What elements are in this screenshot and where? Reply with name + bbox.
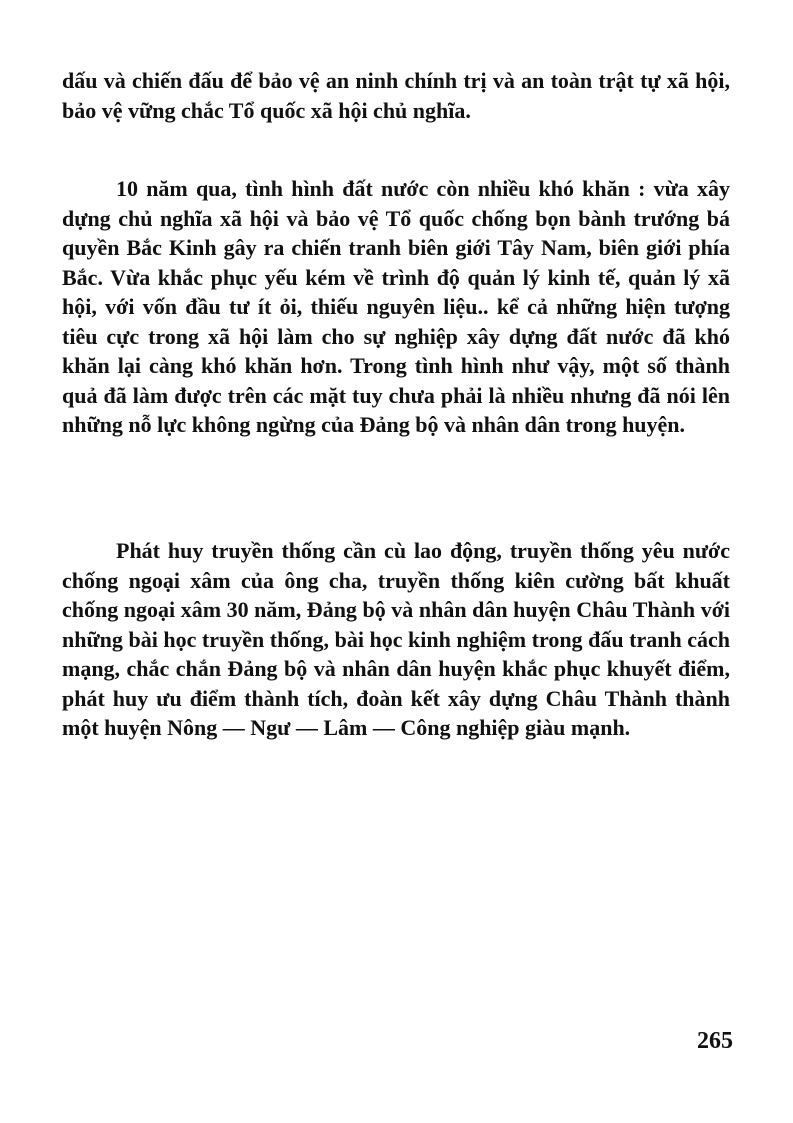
paragraph-text: dấu và chiến đấu để bảo vệ an ninh chính trị và an toàn trật tự xã hội, bảo vệ vững chắc Tổ quốc xã hội chủ nghĩa. xyxy=(62,68,730,123)
paragraph-tradition xyxy=(62,536,730,743)
paragraph-ten-years xyxy=(62,174,730,440)
paragraph-text: 10 năm qua, tình hình đất nước còn nhiều khó khăn : vừa xây dựng chủ nghĩa xã hội và bảo vệ Tổ quốc chống bọn bành trướng bá quyền Bắc Kinh gây ra chiến tranh biên giới Tây Nam, biên giới phía Bắc. Vừa khắc phục yếu kém về trình độ quản lý kinh tế, quản lý xã hội, với vốn đầu tư ít ỏi, thiếu nguyên liệu.. kể cả những hiện tượng tiêu cực trong xã hội làm cho sự nghiệp xây dựng đất nước đã khó khăn lại càng khó khăn hơn. Trong tình hình như vậy, một số thành quả đã làm được trên các mặt tuy chưa phải là nhiều nhưng đã nói lên những nỗ lực không ngừng của Đảng bộ và nhân dân trong huyện. xyxy=(62,176,730,437)
page-number: 265 xyxy=(697,1028,733,1054)
paragraph-text: Phát huy truyền thống cần cù lao động, truyền thống yêu nước chống ngoại xâm của ông cha, truyền thống kiên cường bất khuất chống ngoại xâm 30 năm, Đảng bộ và nhân dân huyện Châu Thành với những bài học truyền thống, bài học kinh nghiệm trong đấu tranh cách mạng, chắc chắn Đảng bộ và nhân dân huyện khắc phục khuyết điểm, phát huy ưu điểm thành tích, đoàn kết xây dựng Châu Thành thành một huyện Nông — Ngư — Lâm — Công nghiệp giàu mạnh. xyxy=(62,538,730,740)
paragraph-continuation xyxy=(62,66,730,125)
